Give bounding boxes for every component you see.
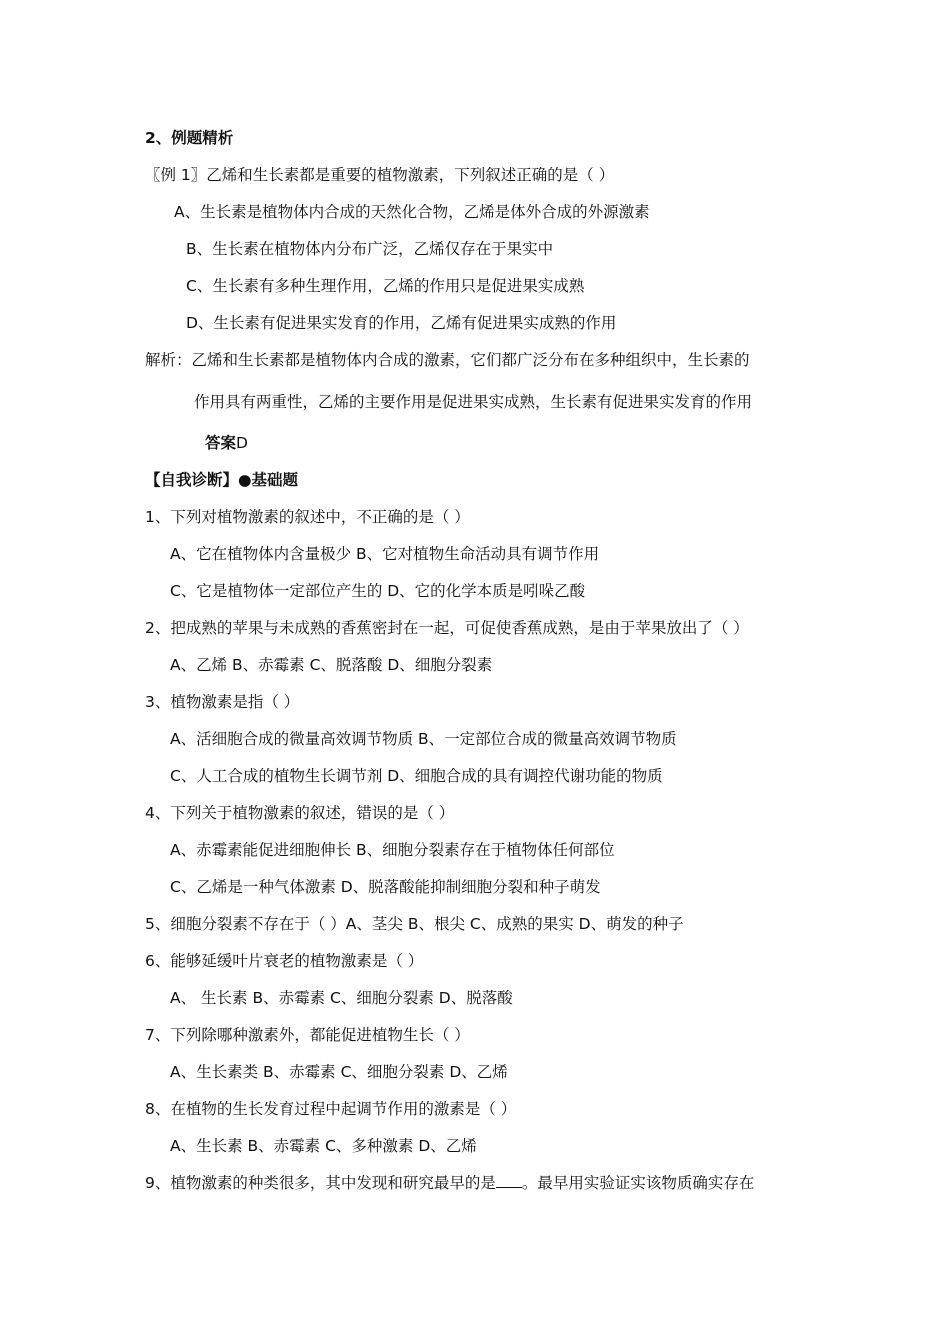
question-2: 2、把成熟的苹果与未成熟的香蕉密封在一起，可促使香蕉成熟，是由于苹果放出了（ ） xyxy=(145,619,749,637)
example-option-a: A、生长素是植物体内合成的天然化合物，乙烯是体外合成的外源激素 xyxy=(174,203,650,221)
question-4-options-1: A、赤霉素能促进细胞伸长 B、细胞分裂素存在于植物体任何部位 xyxy=(170,841,615,859)
question-9-text-before: 9、植物激素的种类很多，其中发现和研究最早的是 xyxy=(145,1174,496,1192)
analysis-line-2: 作用具有两重性，乙烯的主要作用是促进果实成熟，生长素有促进果实发育的作用 xyxy=(194,393,753,411)
question-4: 4、下列关于植物激素的叙述，错误的是（ ） xyxy=(145,804,455,822)
question-4-options-2: C、乙烯是一种气体激素 D、脱落酸能抑制细胞分裂和种子萌发 xyxy=(170,878,601,896)
question-3-options-2: C、人工合成的植物生长调节剂 D、细胞合成的具有调控代谢功能的物质 xyxy=(170,767,663,785)
question-7-options: A、生长素类 B、赤霉素 C、细胞分裂素 D、乙烯 xyxy=(170,1063,508,1081)
example-question: 〖例 1〗乙烯和生长素都是重要的植物激素，下列叙述正确的是（ ） xyxy=(145,166,615,184)
question-8: 8、在植物的生长发育过程中起调节作用的激素是（ ） xyxy=(145,1100,517,1118)
question-9-text-after: 。最早用实验证实该物质确实存在 xyxy=(521,1174,755,1192)
self-test-heading: 【自我诊断】●基础题 xyxy=(145,471,299,489)
question-2-options: A、乙烯 B、赤霉素 C、脱落酸 D、细胞分裂素 xyxy=(170,656,493,674)
question-1: 1、下列对植物激素的叙述中，不正确的是（ ） xyxy=(145,508,470,526)
answer-label: 答案 xyxy=(205,434,237,452)
question-9 xyxy=(145,1173,754,1193)
example-option-c: C、生长素有多种生理作用，乙烯的作用只是促进果实成熟 xyxy=(186,277,585,295)
example-option-d: D、生长素有促进果实发育的作用，乙烯有促进果实成熟的作用 xyxy=(186,314,617,332)
question-5: 5、细胞分裂素不存在于（ ）A、茎尖 B、根尖 C、成熟的果实 D、萌发的种子 xyxy=(145,915,684,933)
answer xyxy=(205,433,248,453)
question-1-options-2: C、它是植物体一定部位产生的 D、它的化学本质是吲哚乙酸 xyxy=(170,582,586,600)
question-8-options: A、生长素 B、赤霉素 C、多种激素 D、乙烯 xyxy=(170,1137,477,1155)
question-3: 3、植物激素是指（ ） xyxy=(145,693,300,711)
answer-value: D xyxy=(236,434,248,452)
question-3-options-1: A、活细胞合成的微量高效调节物质 B、一定部位合成的微量高效调节物质 xyxy=(170,730,677,748)
section-title: 2、例题精析 xyxy=(145,129,234,147)
question-1-options-1: A、它在植物体内含量极少 B、它对植物生命活动具有调节作用 xyxy=(170,545,600,563)
example-option-b: B、生长素在植物体内分布广泛，乙烯仅存在于果实中 xyxy=(186,240,554,258)
answer-blank[interactable] xyxy=(496,1173,522,1188)
question-6-options: A、 生长素 B、赤霉素 C、细胞分裂素 D、脱落酸 xyxy=(170,989,513,1007)
analysis-line-1: 解析：乙烯和生长素都是植物体内合成的激素，它们都广泛分布在多种组织中，生长素的 xyxy=(145,351,750,369)
question-6: 6、能够延缓叶片衰老的植物激素是（ ） xyxy=(145,952,424,970)
question-7: 7、下列除哪种激素外，都能促进植物生长（ ） xyxy=(145,1026,470,1044)
